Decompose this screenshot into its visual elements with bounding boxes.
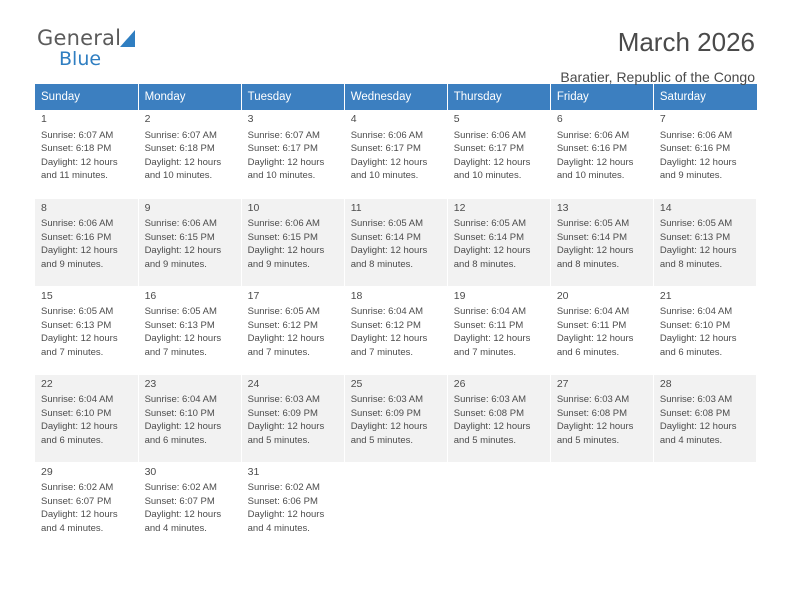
day-sunrise-text: Sunrise: 6:04 AM — [556, 306, 630, 318]
day-sunset-text: Sunset: 6:08 PM — [453, 407, 524, 419]
calendar-day-empty — [550, 462, 653, 550]
day-sunset-text: Sunset: 6:10 PM — [659, 319, 731, 331]
day-daylight-text: and 8 minutes. — [453, 258, 517, 270]
day-sunrise-text: Sunrise: 6:04 AM — [453, 306, 527, 318]
day-daylight-text: and 10 minutes. — [453, 170, 522, 182]
day-number: 11 — [350, 201, 362, 214]
day-daylight-text: and 9 minutes. — [659, 170, 723, 182]
day-daylight-text: Daylight: 12 hours — [247, 509, 325, 521]
logo-text-general: General — [37, 26, 122, 50]
day-daylight-text: Daylight: 12 hours — [41, 509, 118, 521]
day-sunrise-text: Sunrise: 6:05 AM — [144, 306, 217, 318]
day-number: 25 — [350, 377, 363, 390]
calendar-day-cell[interactable] — [653, 198, 756, 286]
day-sunrise-text: Sunrise: 6:05 AM — [556, 218, 630, 230]
day-sunset-text: Sunset: 6:18 PM — [144, 143, 215, 155]
weekday-header-sunday: Sunday — [35, 84, 138, 110]
day-number: 7 — [659, 113, 666, 125]
day-sunset-text: Sunset: 6:06 PM — [247, 495, 318, 507]
day-daylight-text: and 9 minutes. — [144, 258, 207, 270]
calendar-day-cell[interactable] — [653, 374, 756, 462]
day-number: 30 — [144, 465, 157, 478]
calendar-day-empty — [344, 462, 447, 550]
day-number: 22 — [41, 377, 53, 390]
day-sunset-text: Sunset: 6:10 PM — [41, 407, 112, 419]
calendar-day-cell[interactable] — [344, 110, 447, 198]
day-daylight-text: and 7 minutes. — [350, 346, 414, 358]
weekday-header-row — [35, 84, 757, 110]
day-daylight-text: Daylight: 12 hours — [556, 333, 634, 345]
day-daylight-text: and 4 minutes. — [247, 522, 310, 534]
day-sunset-text: Sunset: 6:16 PM — [556, 143, 628, 155]
calendar-day-cell[interactable] — [241, 374, 344, 462]
calendar-day-cell[interactable] — [138, 110, 241, 198]
calendar-week-row — [35, 198, 757, 286]
day-sunrise-text: Sunrise: 6:05 AM — [453, 218, 527, 230]
day-daylight-text: Daylight: 12 hours — [41, 333, 118, 345]
day-sunset-text: Sunset: 6:16 PM — [659, 143, 731, 155]
day-number: 1 — [41, 113, 47, 125]
day-sunset-text: Sunset: 6:14 PM — [350, 231, 421, 243]
day-daylight-text: Daylight: 12 hours — [453, 156, 531, 168]
weekday-header-monday: Monday — [138, 84, 241, 110]
day-daylight-text: and 7 minutes. — [247, 346, 310, 358]
day-sunrise-text: Sunrise: 6:06 AM — [659, 129, 733, 141]
day-sunrise-text: Sunrise: 6:03 AM — [453, 394, 527, 406]
calendar-day-cell[interactable] — [35, 374, 138, 462]
day-number: 24 — [247, 377, 260, 390]
calendar-day-cell[interactable] — [447, 374, 550, 462]
calendar-day-cell[interactable] — [344, 198, 447, 286]
day-number: 6 — [556, 113, 563, 125]
day-sunset-text: Sunset: 6:17 PM — [350, 143, 421, 155]
day-number: 9 — [144, 201, 151, 214]
calendar-day-cell[interactable] — [344, 374, 447, 462]
day-number: 31 — [247, 465, 260, 478]
day-sunset-text: Sunset: 6:07 PM — [144, 495, 215, 507]
day-sunrise-text: Sunrise: 6:07 AM — [144, 129, 217, 141]
day-daylight-text: and 7 minutes. — [41, 346, 104, 358]
day-daylight-text: and 8 minutes. — [659, 258, 723, 270]
weekday-header-tuesday: Tuesday — [241, 84, 344, 110]
day-number: 2 — [144, 113, 151, 125]
triangle-flag-icon — [120, 30, 135, 47]
day-daylight-text: Daylight: 12 hours — [659, 156, 737, 168]
day-sunrise-text: Sunrise: 6:02 AM — [144, 482, 217, 494]
calendar-day-cell[interactable] — [138, 198, 241, 286]
day-number: 29 — [41, 465, 53, 478]
calendar-day-empty — [447, 462, 550, 550]
day-number: 26 — [453, 377, 466, 390]
day-daylight-text: and 10 minutes. — [350, 170, 419, 182]
day-number: 19 — [453, 289, 466, 302]
day-daylight-text: Daylight: 12 hours — [556, 245, 634, 257]
day-sunrise-text: Sunrise: 6:04 AM — [350, 306, 424, 318]
day-daylight-text: and 5 minutes. — [247, 434, 310, 446]
day-number: 28 — [659, 377, 672, 390]
day-number: 5 — [453, 113, 460, 125]
calendar-table — [35, 84, 757, 551]
day-number: 27 — [556, 377, 569, 390]
day-daylight-text: and 4 minutes. — [659, 434, 723, 446]
calendar-day-cell[interactable] — [35, 198, 138, 286]
day-number: 14 — [659, 201, 672, 214]
calendar-day-cell[interactable] — [35, 110, 138, 198]
day-daylight-text: Daylight: 12 hours — [453, 421, 531, 433]
calendar-body — [35, 110, 757, 550]
day-daylight-text: Daylight: 12 hours — [144, 509, 222, 521]
calendar-day-cell[interactable] — [344, 286, 447, 374]
day-sunrise-text: Sunrise: 6:03 AM — [659, 394, 733, 406]
day-daylight-text: and 11 minutes. — [41, 170, 108, 182]
day-number: 16 — [144, 289, 157, 302]
calendar-day-cell[interactable] — [35, 286, 138, 374]
day-sunrise-text: Sunrise: 6:05 AM — [247, 306, 320, 318]
day-sunrise-text: Sunrise: 6:07 AM — [41, 129, 114, 141]
day-number: 17 — [247, 289, 260, 302]
day-daylight-text: and 5 minutes. — [350, 434, 414, 446]
day-daylight-text: and 8 minutes. — [556, 258, 620, 270]
weekday-header-saturday: Saturday — [653, 84, 756, 110]
day-daylight-text: Daylight: 12 hours — [247, 421, 325, 433]
day-sunset-text: Sunset: 6:18 PM — [41, 143, 112, 155]
weekday-header-wednesday: Wednesday — [344, 84, 447, 110]
day-daylight-text: Daylight: 12 hours — [41, 421, 118, 433]
day-sunset-text: Sunset: 6:13 PM — [659, 231, 731, 243]
day-sunset-text: Sunset: 6:15 PM — [144, 231, 215, 243]
day-sunset-text: Sunset: 6:11 PM — [556, 319, 627, 331]
day-sunrise-text: Sunrise: 6:03 AM — [350, 394, 424, 406]
calendar-day-cell[interactable] — [241, 462, 344, 550]
day-daylight-text: and 10 minutes. — [144, 170, 213, 182]
day-daylight-text: and 7 minutes. — [144, 346, 207, 358]
day-daylight-text: Daylight: 12 hours — [350, 421, 428, 433]
day-sunset-text: Sunset: 6:09 PM — [350, 407, 421, 419]
day-number: 15 — [41, 289, 53, 302]
day-daylight-text: Daylight: 12 hours — [453, 333, 531, 345]
day-sunset-text: Sunset: 6:12 PM — [350, 319, 421, 331]
day-daylight-text: Daylight: 12 hours — [247, 333, 325, 345]
calendar-day-cell[interactable] — [550, 286, 653, 374]
calendar-day-cell[interactable] — [447, 198, 550, 286]
day-number: 3 — [247, 113, 254, 125]
day-number: 8 — [41, 201, 47, 214]
calendar-day-cell[interactable] — [550, 374, 653, 462]
day-daylight-text: Daylight: 12 hours — [144, 333, 222, 345]
day-daylight-text: Daylight: 12 hours — [659, 245, 737, 257]
calendar-week-row — [35, 462, 757, 550]
day-daylight-text: and 10 minutes. — [247, 170, 316, 182]
day-daylight-text: and 5 minutes. — [556, 434, 620, 446]
day-sunset-text: Sunset: 6:15 PM — [247, 231, 318, 243]
day-sunset-text: Sunset: 6:10 PM — [144, 407, 215, 419]
day-daylight-text: and 9 minutes. — [247, 258, 310, 270]
day-daylight-text: Daylight: 12 hours — [144, 421, 222, 433]
calendar-day-cell[interactable] — [138, 286, 241, 374]
day-daylight-text: Daylight: 12 hours — [556, 156, 634, 168]
day-daylight-text: and 6 minutes. — [556, 346, 620, 358]
day-daylight-text: Daylight: 12 hours — [144, 156, 222, 168]
day-sunrise-text: Sunrise: 6:04 AM — [659, 306, 733, 318]
day-sunset-text: Sunset: 6:14 PM — [453, 231, 524, 243]
day-sunrise-text: Sunrise: 6:02 AM — [41, 482, 114, 494]
day-sunset-text: Sunset: 6:13 PM — [144, 319, 215, 331]
day-daylight-text: Daylight: 12 hours — [41, 245, 118, 257]
day-sunrise-text: Sunrise: 6:02 AM — [247, 482, 320, 494]
day-sunset-text: Sunset: 6:08 PM — [556, 407, 628, 419]
day-daylight-text: Daylight: 12 hours — [556, 421, 634, 433]
day-sunrise-text: Sunrise: 6:06 AM — [350, 129, 424, 141]
page-subtitle: Baratier, Republic of the Congo — [560, 68, 755, 85]
day-daylight-text: Daylight: 12 hours — [144, 245, 222, 257]
day-daylight-text: and 6 minutes. — [144, 434, 207, 446]
day-sunset-text: Sunset: 6:17 PM — [247, 143, 318, 155]
calendar-day-cell[interactable] — [447, 286, 550, 374]
calendar-day-cell[interactable] — [241, 198, 344, 286]
day-daylight-text: and 9 minutes. — [41, 258, 104, 270]
logo-text-blue: Blue — [59, 48, 102, 70]
calendar-day-cell[interactable] — [35, 462, 138, 550]
calendar-week-row — [35, 374, 757, 462]
day-daylight-text: and 6 minutes. — [659, 346, 723, 358]
day-sunrise-text: Sunrise: 6:06 AM — [247, 218, 320, 230]
day-sunset-text: Sunset: 6:08 PM — [659, 407, 731, 419]
day-number: 20 — [556, 289, 569, 302]
day-daylight-text: and 6 minutes. — [41, 434, 104, 446]
day-daylight-text: Daylight: 12 hours — [350, 245, 428, 257]
day-number: 13 — [556, 201, 569, 214]
day-sunrise-text: Sunrise: 6:03 AM — [247, 394, 320, 406]
day-sunrise-text: Sunrise: 6:07 AM — [247, 129, 320, 141]
day-sunrise-text: Sunrise: 6:04 AM — [41, 394, 114, 406]
calendar-day-cell[interactable] — [138, 374, 241, 462]
day-sunrise-text: Sunrise: 6:03 AM — [556, 394, 630, 406]
day-sunset-text: Sunset: 6:07 PM — [41, 495, 112, 507]
title-block — [560, 28, 757, 85]
day-sunset-text: Sunset: 6:16 PM — [41, 231, 112, 243]
day-sunset-text: Sunset: 6:12 PM — [247, 319, 318, 331]
page-title: March 2026 — [617, 27, 755, 57]
day-daylight-text: Daylight: 12 hours — [247, 156, 325, 168]
day-sunset-text: Sunset: 6:09 PM — [247, 407, 318, 419]
calendar-day-empty — [653, 462, 756, 550]
day-daylight-text: Daylight: 12 hours — [247, 245, 325, 257]
day-daylight-text: and 7 minutes. — [453, 346, 517, 358]
day-sunrise-text: Sunrise: 6:06 AM — [453, 129, 527, 141]
day-sunrise-text: Sunrise: 6:05 AM — [350, 218, 424, 230]
day-daylight-text: Daylight: 12 hours — [350, 333, 428, 345]
calendar-day-cell[interactable] — [447, 110, 550, 198]
day-number: 21 — [659, 289, 672, 302]
calendar-week-row — [35, 286, 757, 374]
day-number: 4 — [350, 113, 357, 125]
day-daylight-text: and 5 minutes. — [453, 434, 517, 446]
day-number: 23 — [144, 377, 157, 390]
weekday-header-thursday: Thursday — [447, 84, 550, 110]
day-daylight-text: and 4 minutes. — [41, 522, 104, 534]
day-sunrise-text: Sunrise: 6:06 AM — [41, 218, 114, 230]
day-number: 18 — [350, 289, 363, 302]
day-sunrise-text: Sunrise: 6:06 AM — [556, 129, 630, 141]
day-number: 10 — [247, 201, 260, 214]
calendar-day-cell[interactable] — [241, 286, 344, 374]
day-daylight-text: Daylight: 12 hours — [659, 333, 737, 345]
calendar-day-cell[interactable] — [550, 110, 653, 198]
calendar-day-cell[interactable] — [550, 198, 653, 286]
day-daylight-text: and 10 minutes. — [556, 170, 625, 182]
day-sunset-text: Sunset: 6:11 PM — [453, 319, 524, 331]
day-daylight-text: Daylight: 12 hours — [659, 421, 737, 433]
day-sunset-text: Sunset: 6:14 PM — [556, 231, 628, 243]
calendar-day-cell[interactable] — [653, 286, 756, 374]
weekday-header-friday: Friday — [550, 84, 653, 110]
calendar-week-row — [35, 110, 757, 198]
day-daylight-text: Daylight: 12 hours — [41, 156, 118, 168]
day-daylight-text: Daylight: 12 hours — [453, 245, 531, 257]
day-number: 12 — [453, 201, 466, 214]
day-sunset-text: Sunset: 6:13 PM — [41, 319, 112, 331]
day-daylight-text: and 8 minutes. — [350, 258, 414, 270]
page-header — [35, 0, 757, 85]
calendar-day-cell[interactable] — [653, 110, 756, 198]
general-blue-logo[interactable] — [35, 28, 121, 69]
day-sunset-text: Sunset: 6:17 PM — [453, 143, 524, 155]
day-daylight-text: and 4 minutes. — [144, 522, 207, 534]
day-sunrise-text: Sunrise: 6:06 AM — [144, 218, 217, 230]
day-daylight-text: Daylight: 12 hours — [350, 156, 428, 168]
day-sunrise-text: Sunrise: 6:05 AM — [659, 218, 733, 230]
day-sunrise-text: Sunrise: 6:05 AM — [41, 306, 114, 318]
calendar-day-cell[interactable] — [138, 462, 241, 550]
calendar-day-cell[interactable] — [241, 110, 344, 198]
day-sunrise-text: Sunrise: 6:04 AM — [144, 394, 217, 406]
